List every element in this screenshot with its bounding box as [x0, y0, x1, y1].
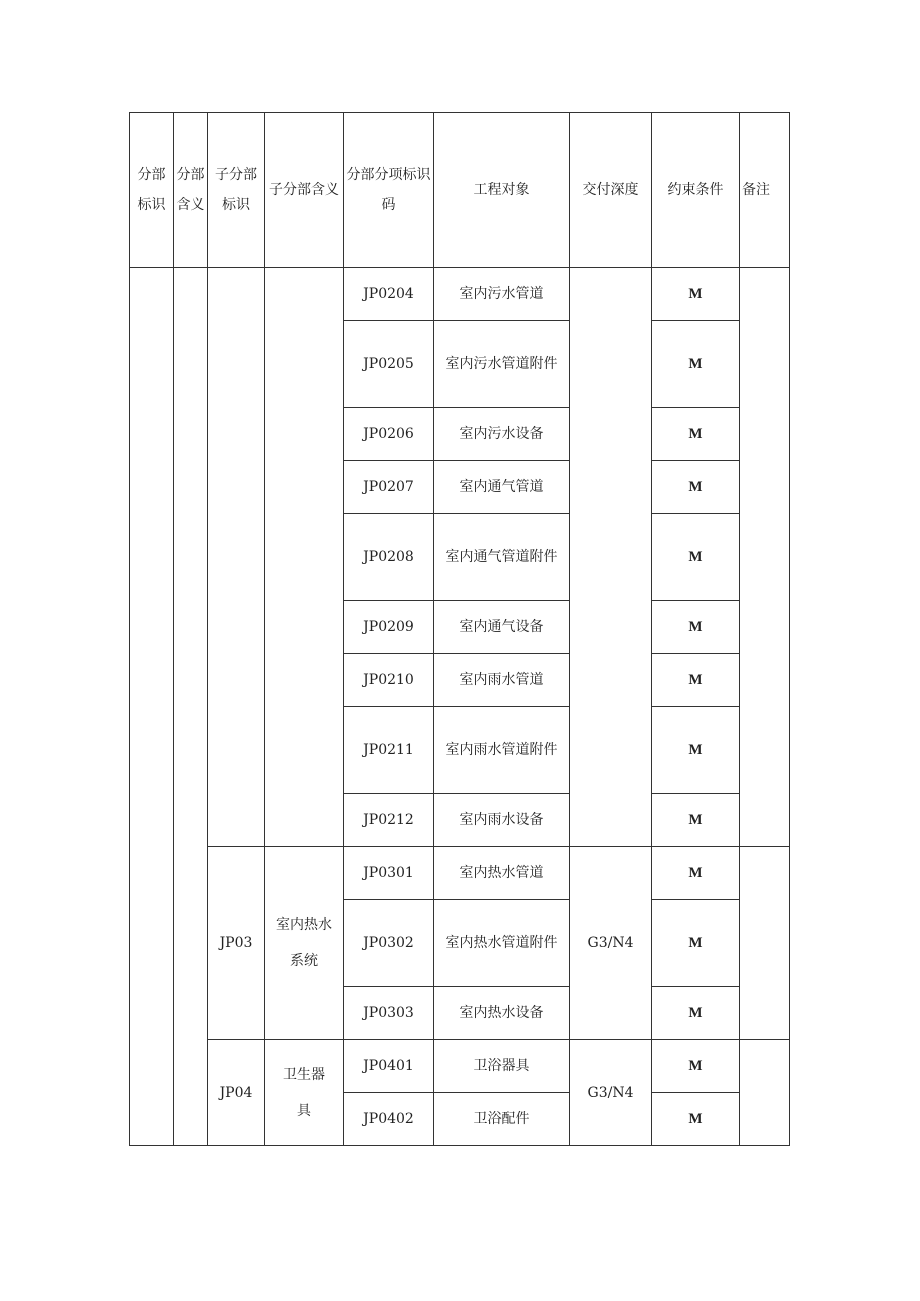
remarks-cell	[740, 847, 790, 1040]
engineering-object: 室内雨水设备	[434, 794, 570, 847]
item-code: JP0402	[344, 1093, 434, 1146]
engineering-object: 室内热水设备	[434, 987, 570, 1040]
division-id-cell	[130, 268, 174, 1146]
item-code: JP0401	[344, 1040, 434, 1093]
constraint: M	[652, 601, 740, 654]
item-code: JP0209	[344, 601, 434, 654]
constraint: M	[652, 1040, 740, 1093]
item-code: JP0211	[344, 707, 434, 794]
engineering-object: 卫浴器具	[434, 1040, 570, 1093]
constraint: M	[652, 654, 740, 707]
item-code: JP0208	[344, 514, 434, 601]
constraint: M	[652, 847, 740, 900]
header-delivery-depth: 交付深度	[570, 113, 652, 268]
item-code: JP0206	[344, 408, 434, 461]
subdivision-meaning-jp04: 卫生器具	[265, 1040, 344, 1146]
constraint: M	[652, 707, 740, 794]
engineering-object: 室内污水管道附件	[434, 321, 570, 408]
constraint: M	[652, 1093, 740, 1146]
table-row	[130, 847, 790, 900]
table-row	[130, 1040, 790, 1093]
standards-table	[129, 112, 790, 1146]
header-constraint: 约束条件	[652, 113, 740, 268]
constraint: M	[652, 514, 740, 601]
item-code: JP0210	[344, 654, 434, 707]
delivery-depth-jp04: G3/N4	[570, 1040, 652, 1146]
constraint: M	[652, 321, 740, 408]
engineering-object: 室内通气管道	[434, 461, 570, 514]
division-meaning-cell	[174, 268, 208, 1146]
engineering-object: 室内通气设备	[434, 601, 570, 654]
engineering-object: 室内污水设备	[434, 408, 570, 461]
engineering-object: 室内热水管道附件	[434, 900, 570, 987]
constraint: M	[652, 987, 740, 1040]
constraint: M	[652, 900, 740, 987]
engineering-object: 室内污水管道	[434, 268, 570, 321]
header-remarks: 备注	[740, 113, 790, 268]
delivery-depth-cell	[570, 268, 652, 847]
item-code: JP0212	[344, 794, 434, 847]
item-code: JP0207	[344, 461, 434, 514]
engineering-object: 室内通气管道附件	[434, 514, 570, 601]
header-division-id: 分部标识	[130, 113, 174, 268]
constraint: M	[652, 268, 740, 321]
item-code: JP0303	[344, 987, 434, 1040]
engineering-object: 室内热水管道	[434, 847, 570, 900]
item-code: JP0301	[344, 847, 434, 900]
header-item-code: 分部分项标识码	[344, 113, 434, 268]
subdivision-meaning-jp03: 室内热水系统	[265, 847, 344, 1040]
header-engineering-object: 工程对象	[434, 113, 570, 268]
header-row	[130, 113, 790, 268]
header-subdivision-id: 子分部标识	[208, 113, 265, 268]
header-subdivision-meaning: 子分部含义	[265, 113, 344, 268]
engineering-object: 卫浴配件	[434, 1093, 570, 1146]
item-code: JP0204	[344, 268, 434, 321]
header-division-meaning: 分部含义	[174, 113, 208, 268]
subdivision-meaning-cell	[265, 268, 344, 847]
delivery-depth-jp03: G3/N4	[570, 847, 652, 1040]
subdivision-id-cell	[208, 268, 265, 847]
item-code: JP0302	[344, 900, 434, 987]
subdivision-id-jp04: JP04	[208, 1040, 265, 1146]
constraint: M	[652, 408, 740, 461]
remarks-cell	[740, 1040, 790, 1146]
constraint: M	[652, 794, 740, 847]
constraint: M	[652, 461, 740, 514]
engineering-object: 室内雨水管道附件	[434, 707, 570, 794]
subdivision-id-jp03: JP03	[208, 847, 265, 1040]
item-code: JP0205	[344, 321, 434, 408]
engineering-object: 室内雨水管道	[434, 654, 570, 707]
table-row	[130, 268, 790, 321]
remarks-cell	[740, 268, 790, 847]
